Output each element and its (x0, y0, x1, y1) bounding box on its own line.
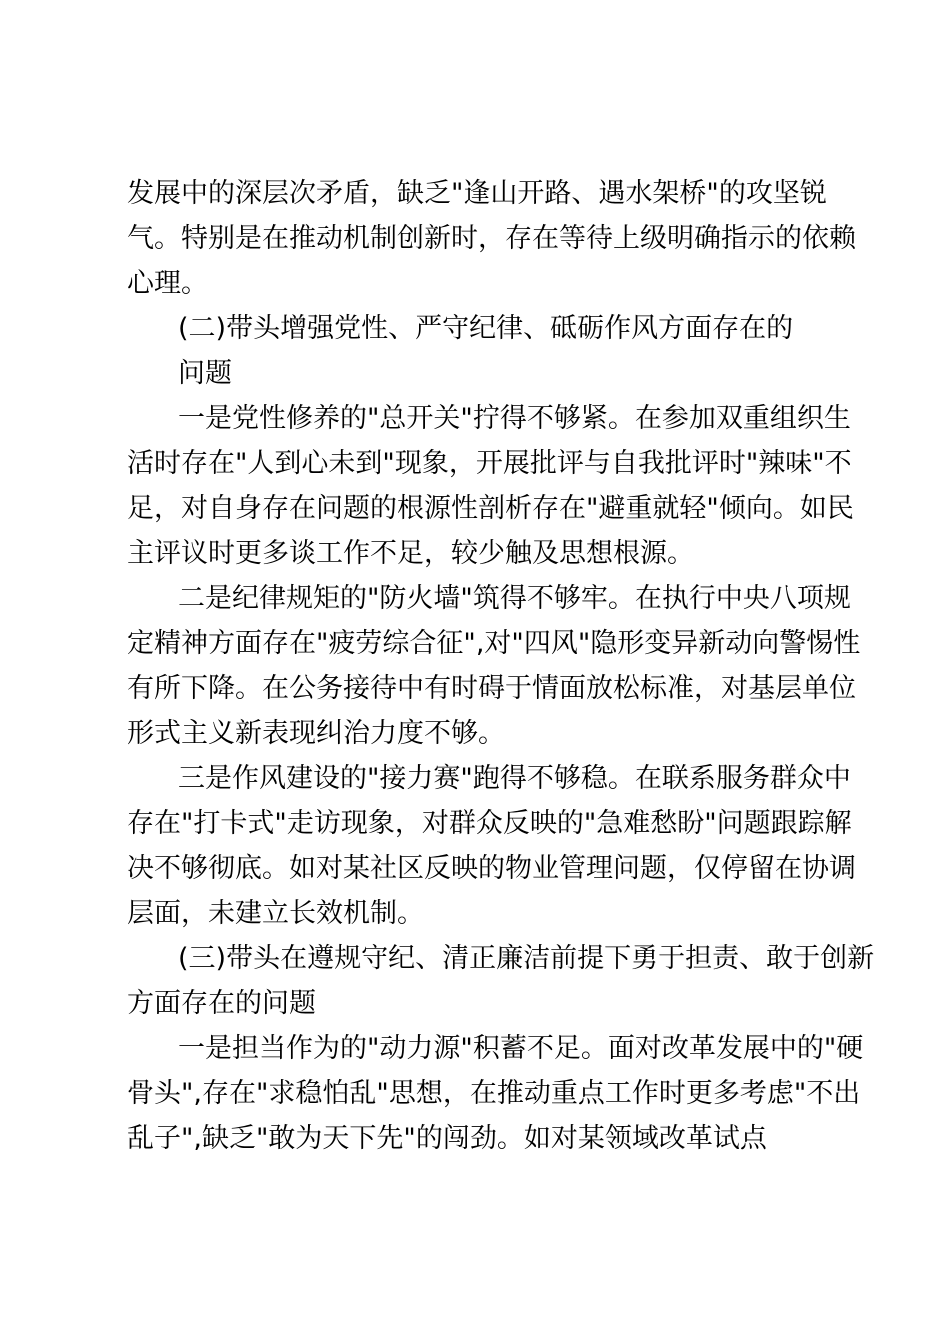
paragraph-first-line: 一是党性修养的"总开关"拧得不够紧。在参加双重组织生 (178, 403, 851, 434)
body-text-line: 足，对自身存在问题的根源性剖析存在"避重就轻"倾向。如民 (127, 493, 854, 524)
section-heading-continued: 方面存在的问题 (127, 988, 316, 1019)
section-heading: (三)带头在遵规守纪、清正廉洁前提下勇于担责、敢于创新 (178, 943, 875, 974)
body-text-line: 乱子",缺乏"敢为天下先"的闯劲。如对某领域改革试点 (127, 1123, 767, 1154)
body-text-line: 骨头",存在"求稳怕乱"思想，在推动重点工作时更多考虑"不出 (127, 1078, 861, 1109)
body-text-line: 主评议时更多谈工作不足，较少触及思想根源。 (127, 538, 694, 569)
body-text-line: 有所下降。在公务接待中有时碍于情面放松标准，对基层单位 (127, 673, 856, 704)
body-text-line: 活时存在"人到心未到"现象，开展批评与自我批评时"辣味"不 (127, 448, 852, 479)
body-text-line: 发展中的深层次矛盾，缺乏"逢山开路、遇水架桥"的攻坚锐 (127, 178, 827, 209)
section-heading-continued: 问题 (178, 358, 232, 389)
body-text-line: 气。特别是在推动机制创新时，存在等待上级明确指示的依赖 (127, 223, 856, 254)
body-text-line: 存在"打卡式"走访现象，对群众反映的"急难愁盼"问题跟踪解 (127, 808, 852, 839)
section-heading: (二)带头增强党性、严守纪律、砥砺作风方面存在的 (178, 313, 794, 344)
body-text-line: 层面，未建立长效机制。 (127, 898, 424, 929)
paragraph-first-line: 二是纪律规矩的"防火墙"筑得不够牢。在执行中央八项规 (178, 583, 851, 614)
paragraph-first-line: 一是担当作为的"动力源"积蓄不足。面对改革发展中的"硬 (178, 1033, 864, 1064)
body-text-line: 形式主义新表现纠治力度不够。 (127, 718, 505, 749)
paragraph-first-line: 三是作风建设的"接力赛"跑得不够稳。在联系服务群众中 (178, 763, 851, 794)
body-text-line: 定精神方面存在"疲劳综合征",对"四风"隐形变异新动向警惕性 (127, 628, 861, 659)
body-text-line: 决不够彻底。如对某社区反映的物业管理问题，仅停留在协调 (127, 853, 856, 884)
body-text-line: 心理。 (127, 268, 208, 299)
